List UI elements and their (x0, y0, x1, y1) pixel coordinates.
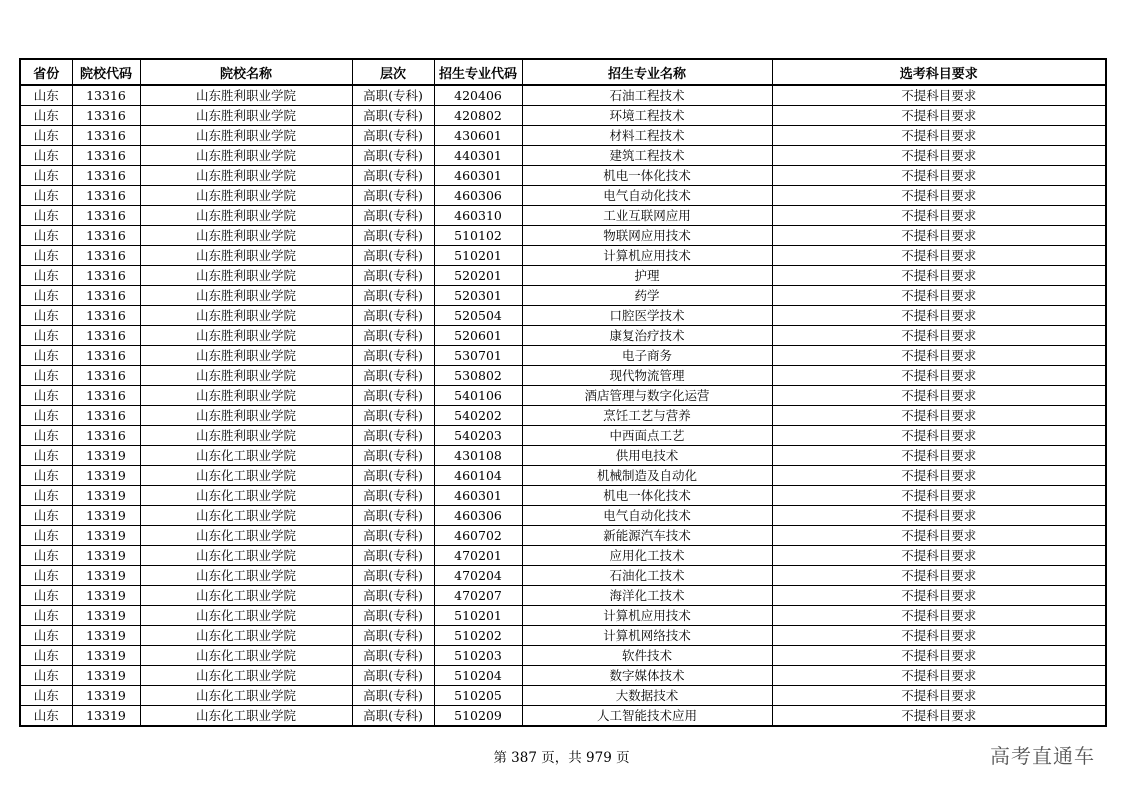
cell-province: 山东 (20, 586, 72, 606)
cell-province: 山东 (20, 246, 72, 266)
cell-school-name: 山东胜利职业学院 (140, 186, 352, 206)
table-row (20, 646, 1106, 666)
cell-school-code: 13316 (72, 286, 140, 306)
cell-school-name: 山东化工职业学院 (140, 646, 352, 666)
header-level: 层次 (352, 59, 434, 85)
cell-level: 高职(专科) (352, 85, 434, 106)
cell-major-name: 烹饪工艺与营养 (522, 406, 772, 426)
cell-level: 高职(专科) (352, 386, 434, 406)
table-row (20, 366, 1106, 386)
table-row (20, 386, 1106, 406)
cell-major-code: 530802 (434, 366, 522, 386)
cell-province: 山东 (20, 706, 72, 727)
admission-table (19, 58, 1107, 727)
cell-school-code: 13319 (72, 626, 140, 646)
cell-school-name: 山东化工职业学院 (140, 586, 352, 606)
cell-school-code: 13319 (72, 466, 140, 486)
cell-province: 山东 (20, 426, 72, 446)
cell-school-name: 山东化工职业学院 (140, 666, 352, 686)
cell-province: 山东 (20, 266, 72, 286)
cell-major-name: 工业互联网应用 (522, 206, 772, 226)
watermark-text: 高考直通车 (990, 744, 1095, 768)
cell-school-name: 山东化工职业学院 (140, 706, 352, 727)
table-row (20, 526, 1106, 546)
cell-level: 高职(专科) (352, 366, 434, 386)
cell-subject-requirement: 不提科目要求 (772, 166, 1106, 186)
table-row (20, 186, 1106, 206)
cell-school-name: 山东胜利职业学院 (140, 106, 352, 126)
table-row (20, 486, 1106, 506)
cell-major-name: 环境工程技术 (522, 106, 772, 126)
cell-level: 高职(专科) (352, 146, 434, 166)
cell-major-code: 440301 (434, 146, 522, 166)
cell-school-code: 13319 (72, 646, 140, 666)
cell-school-code: 13316 (72, 106, 140, 126)
header-province: 省份 (20, 59, 72, 85)
cell-subject-requirement: 不提科目要求 (772, 326, 1106, 346)
cell-school-code: 13316 (72, 366, 140, 386)
cell-school-name: 山东化工职业学院 (140, 546, 352, 566)
cell-school-name: 山东化工职业学院 (140, 606, 352, 626)
table-row (20, 85, 1106, 106)
cell-level: 高职(专科) (352, 426, 434, 446)
cell-major-name: 酒店管理与数字化运营 (522, 386, 772, 406)
cell-major-code: 470201 (434, 546, 522, 566)
cell-subject-requirement: 不提科目要求 (772, 85, 1106, 106)
cell-school-name: 山东胜利职业学院 (140, 266, 352, 286)
cell-major-name: 石油化工技术 (522, 566, 772, 586)
cell-major-code: 460310 (434, 206, 522, 226)
cell-province: 山东 (20, 306, 72, 326)
cell-major-code: 460306 (434, 506, 522, 526)
cell-major-code: 470207 (434, 586, 522, 606)
cell-province: 山东 (20, 386, 72, 406)
table-row (20, 306, 1106, 326)
cell-school-name: 山东胜利职业学院 (140, 246, 352, 266)
cell-major-name: 康复治疗技术 (522, 326, 772, 346)
header-school-code: 院校代码 (72, 59, 140, 85)
cell-subject-requirement: 不提科目要求 (772, 106, 1106, 126)
table-row (20, 586, 1106, 606)
cell-major-code: 430601 (434, 126, 522, 146)
cell-school-name: 山东化工职业学院 (140, 486, 352, 506)
cell-province: 山东 (20, 546, 72, 566)
cell-subject-requirement: 不提科目要求 (772, 346, 1106, 366)
cell-subject-requirement: 不提科目要求 (772, 526, 1106, 546)
cell-major-code: 510209 (434, 706, 522, 727)
cell-subject-requirement: 不提科目要求 (772, 466, 1106, 486)
cell-major-name: 石油工程技术 (522, 85, 772, 106)
cell-major-name: 机电一体化技术 (522, 486, 772, 506)
cell-province: 山东 (20, 106, 72, 126)
cell-school-code: 13316 (72, 206, 140, 226)
cell-subject-requirement: 不提科目要求 (772, 546, 1106, 566)
cell-province: 山东 (20, 346, 72, 366)
cell-province: 山东 (20, 326, 72, 346)
cell-province: 山东 (20, 626, 72, 646)
table-row (20, 706, 1106, 727)
cell-level: 高职(专科) (352, 226, 434, 246)
cell-province: 山东 (20, 286, 72, 306)
cell-school-code: 13319 (72, 586, 140, 606)
cell-subject-requirement: 不提科目要求 (772, 266, 1106, 286)
cell-subject-requirement: 不提科目要求 (772, 566, 1106, 586)
cell-major-name: 药学 (522, 286, 772, 306)
cell-level: 高职(专科) (352, 566, 434, 586)
cell-level: 高职(专科) (352, 106, 434, 126)
cell-school-name: 山东化工职业学院 (140, 446, 352, 466)
cell-subject-requirement: 不提科目要求 (772, 406, 1106, 426)
cell-province: 山东 (20, 466, 72, 486)
table-row (20, 546, 1106, 566)
cell-major-code: 460104 (434, 466, 522, 486)
cell-level: 高职(专科) (352, 306, 434, 326)
cell-school-code: 13319 (72, 506, 140, 526)
header-major-name: 招生专业名称 (522, 59, 772, 85)
cell-major-name: 电气自动化技术 (522, 186, 772, 206)
cell-province: 山东 (20, 126, 72, 146)
cell-school-name: 山东胜利职业学院 (140, 126, 352, 146)
table-row (20, 206, 1106, 226)
cell-major-code: 520201 (434, 266, 522, 286)
cell-school-code: 13319 (72, 546, 140, 566)
cell-province: 山东 (20, 606, 72, 626)
cell-school-code: 13316 (72, 406, 140, 426)
cell-subject-requirement: 不提科目要求 (772, 486, 1106, 506)
cell-level: 高职(专科) (352, 446, 434, 466)
cell-subject-requirement: 不提科目要求 (772, 206, 1106, 226)
cell-school-code: 13316 (72, 346, 140, 366)
cell-subject-requirement: 不提科目要求 (772, 686, 1106, 706)
table-row (20, 666, 1106, 686)
cell-level: 高职(专科) (352, 706, 434, 727)
cell-school-code: 13316 (72, 126, 140, 146)
cell-level: 高职(专科) (352, 126, 434, 146)
cell-school-code: 13316 (72, 386, 140, 406)
cell-major-name: 电子商务 (522, 346, 772, 366)
table-row (20, 246, 1106, 266)
cell-major-code: 540203 (434, 426, 522, 446)
header-subject-requirement: 选考科目要求 (772, 59, 1106, 85)
cell-school-code: 13316 (72, 146, 140, 166)
table-row (20, 426, 1106, 446)
cell-major-name: 机电一体化技术 (522, 166, 772, 186)
cell-major-code: 420802 (434, 106, 522, 126)
cell-school-code: 13319 (72, 526, 140, 546)
cell-level: 高职(专科) (352, 286, 434, 306)
cell-major-name: 口腔医学技术 (522, 306, 772, 326)
cell-subject-requirement: 不提科目要求 (772, 446, 1106, 466)
cell-level: 高职(专科) (352, 506, 434, 526)
cell-school-code: 13319 (72, 666, 140, 686)
cell-major-code: 460301 (434, 486, 522, 506)
cell-province: 山东 (20, 146, 72, 166)
cell-school-code: 13316 (72, 426, 140, 446)
cell-province: 山东 (20, 85, 72, 106)
cell-major-code: 520301 (434, 286, 522, 306)
cell-province: 山东 (20, 366, 72, 386)
cell-province: 山东 (20, 206, 72, 226)
cell-school-code: 13319 (72, 486, 140, 506)
cell-major-code: 520601 (434, 326, 522, 346)
table-row (20, 626, 1106, 646)
cell-level: 高职(专科) (352, 466, 434, 486)
table-row (20, 606, 1106, 626)
cell-school-code: 13316 (72, 226, 140, 246)
cell-province: 山东 (20, 406, 72, 426)
cell-school-code: 13316 (72, 246, 140, 266)
cell-level: 高职(专科) (352, 546, 434, 566)
table-row (20, 326, 1106, 346)
cell-level: 高职(专科) (352, 526, 434, 546)
cell-school-code: 13316 (72, 266, 140, 286)
page-number: 第 387 页，共 979 页 (493, 750, 630, 766)
cell-subject-requirement: 不提科目要求 (772, 226, 1106, 246)
cell-level: 高职(专科) (352, 346, 434, 366)
cell-school-code: 13319 (72, 566, 140, 586)
table-row (20, 286, 1106, 306)
cell-subject-requirement: 不提科目要求 (772, 126, 1106, 146)
table-row (20, 446, 1106, 466)
cell-major-code: 510201 (434, 246, 522, 266)
cell-school-name: 山东胜利职业学院 (140, 85, 352, 106)
cell-major-code: 460306 (434, 186, 522, 206)
cell-school-name: 山东胜利职业学院 (140, 426, 352, 446)
cell-major-name: 应用化工技术 (522, 546, 772, 566)
cell-subject-requirement: 不提科目要求 (772, 586, 1106, 606)
cell-major-code: 540106 (434, 386, 522, 406)
table-row (20, 346, 1106, 366)
cell-subject-requirement: 不提科目要求 (772, 286, 1106, 306)
cell-subject-requirement: 不提科目要求 (772, 386, 1106, 406)
cell-major-code: 470204 (434, 566, 522, 586)
cell-major-name: 中西面点工艺 (522, 426, 772, 446)
cell-major-name: 海洋化工技术 (522, 586, 772, 606)
cell-subject-requirement: 不提科目要求 (772, 706, 1106, 727)
cell-major-name: 护理 (522, 266, 772, 286)
cell-school-name: 山东化工职业学院 (140, 526, 352, 546)
cell-school-code: 13316 (72, 326, 140, 346)
cell-school-code: 13316 (72, 306, 140, 326)
table-row (20, 566, 1106, 586)
cell-school-name: 山东化工职业学院 (140, 506, 352, 526)
cell-subject-requirement: 不提科目要求 (772, 666, 1106, 686)
cell-major-name: 计算机应用技术 (522, 606, 772, 626)
cell-level: 高职(专科) (352, 206, 434, 226)
cell-school-name: 山东胜利职业学院 (140, 206, 352, 226)
cell-level: 高职(专科) (352, 606, 434, 626)
table-row (20, 146, 1106, 166)
cell-school-name: 山东胜利职业学院 (140, 366, 352, 386)
cell-school-code: 13316 (72, 85, 140, 106)
cell-subject-requirement: 不提科目要求 (772, 186, 1106, 206)
cell-school-name: 山东化工职业学院 (140, 466, 352, 486)
cell-subject-requirement: 不提科目要求 (772, 366, 1106, 386)
cell-level: 高职(专科) (352, 266, 434, 286)
cell-school-code: 13319 (72, 446, 140, 466)
cell-school-name: 山东胜利职业学院 (140, 146, 352, 166)
cell-level: 高职(专科) (352, 486, 434, 506)
header-school-name: 院校名称 (140, 59, 352, 85)
cell-level: 高职(专科) (352, 686, 434, 706)
cell-major-code: 420406 (434, 85, 522, 106)
table-row (20, 126, 1106, 146)
cell-province: 山东 (20, 526, 72, 546)
cell-subject-requirement: 不提科目要求 (772, 626, 1106, 646)
cell-province: 山东 (20, 186, 72, 206)
cell-major-name: 计算机应用技术 (522, 246, 772, 266)
cell-major-code: 510202 (434, 626, 522, 646)
cell-major-name: 物联网应用技术 (522, 226, 772, 246)
table-row (20, 266, 1106, 286)
cell-level: 高职(专科) (352, 586, 434, 606)
cell-major-code: 510203 (434, 646, 522, 666)
cell-level: 高职(专科) (352, 186, 434, 206)
cell-major-name: 大数据技术 (522, 686, 772, 706)
cell-level: 高职(专科) (352, 326, 434, 346)
cell-major-code: 510205 (434, 686, 522, 706)
cell-province: 山东 (20, 226, 72, 246)
cell-subject-requirement: 不提科目要求 (772, 606, 1106, 626)
cell-school-name: 山东胜利职业学院 (140, 226, 352, 246)
cell-level: 高职(专科) (352, 626, 434, 646)
cell-major-name: 数字媒体技术 (522, 666, 772, 686)
cell-province: 山东 (20, 446, 72, 466)
table-row (20, 226, 1106, 246)
cell-major-code: 460301 (434, 166, 522, 186)
cell-major-code: 460702 (434, 526, 522, 546)
cell-school-code: 13316 (72, 186, 140, 206)
cell-school-name: 山东胜利职业学院 (140, 406, 352, 426)
cell-province: 山东 (20, 506, 72, 526)
cell-major-code: 520504 (434, 306, 522, 326)
cell-province: 山东 (20, 166, 72, 186)
cell-province: 山东 (20, 646, 72, 666)
table-row (20, 686, 1106, 706)
cell-major-code: 510204 (434, 666, 522, 686)
cell-major-name: 电气自动化技术 (522, 506, 772, 526)
cell-school-name: 山东胜利职业学院 (140, 326, 352, 346)
cell-province: 山东 (20, 566, 72, 586)
table-row (20, 466, 1106, 486)
cell-major-code: 510102 (434, 226, 522, 246)
table-row (20, 166, 1106, 186)
cell-school-code: 13319 (72, 686, 140, 706)
cell-province: 山东 (20, 666, 72, 686)
table-row (20, 406, 1106, 426)
cell-school-code: 13319 (72, 606, 140, 626)
cell-school-name: 山东化工职业学院 (140, 686, 352, 706)
table-row (20, 106, 1106, 126)
cell-school-name: 山东化工职业学院 (140, 626, 352, 646)
cell-level: 高职(专科) (352, 646, 434, 666)
cell-subject-requirement: 不提科目要求 (772, 146, 1106, 166)
cell-major-name: 供用电技术 (522, 446, 772, 466)
cell-school-code: 13316 (72, 166, 140, 186)
table-header-row (20, 59, 1106, 85)
cell-level: 高职(专科) (352, 166, 434, 186)
cell-school-name: 山东胜利职业学院 (140, 286, 352, 306)
cell-level: 高职(专科) (352, 666, 434, 686)
cell-subject-requirement: 不提科目要求 (772, 246, 1106, 266)
cell-major-name: 机械制造及自动化 (522, 466, 772, 486)
cell-major-code: 510201 (434, 606, 522, 626)
cell-subject-requirement: 不提科目要求 (772, 646, 1106, 666)
cell-province: 山东 (20, 486, 72, 506)
cell-subject-requirement: 不提科目要求 (772, 426, 1106, 446)
cell-major-name: 建筑工程技术 (522, 146, 772, 166)
cell-major-name: 材料工程技术 (522, 126, 772, 146)
cell-school-name: 山东胜利职业学院 (140, 166, 352, 186)
cell-school-name: 山东胜利职业学院 (140, 346, 352, 366)
cell-school-name: 山东化工职业学院 (140, 566, 352, 586)
cell-level: 高职(专科) (352, 406, 434, 426)
cell-school-code: 13319 (72, 706, 140, 727)
cell-major-name: 计算机网络技术 (522, 626, 772, 646)
cell-major-code: 530701 (434, 346, 522, 366)
table-row (20, 506, 1106, 526)
cell-subject-requirement: 不提科目要求 (772, 306, 1106, 326)
cell-major-code: 430108 (434, 446, 522, 466)
cell-school-name: 山东胜利职业学院 (140, 386, 352, 406)
cell-level: 高职(专科) (352, 246, 434, 266)
cell-province: 山东 (20, 686, 72, 706)
table-body (20, 85, 1106, 726)
cell-subject-requirement: 不提科目要求 (772, 506, 1106, 526)
cell-major-name: 软件技术 (522, 646, 772, 666)
cell-major-name: 人工智能技术应用 (522, 706, 772, 727)
cell-major-name: 现代物流管理 (522, 366, 772, 386)
cell-school-name: 山东胜利职业学院 (140, 306, 352, 326)
header-major-code: 招生专业代码 (434, 59, 522, 85)
cell-major-name: 新能源汽车技术 (522, 526, 772, 546)
cell-major-code: 540202 (434, 406, 522, 426)
